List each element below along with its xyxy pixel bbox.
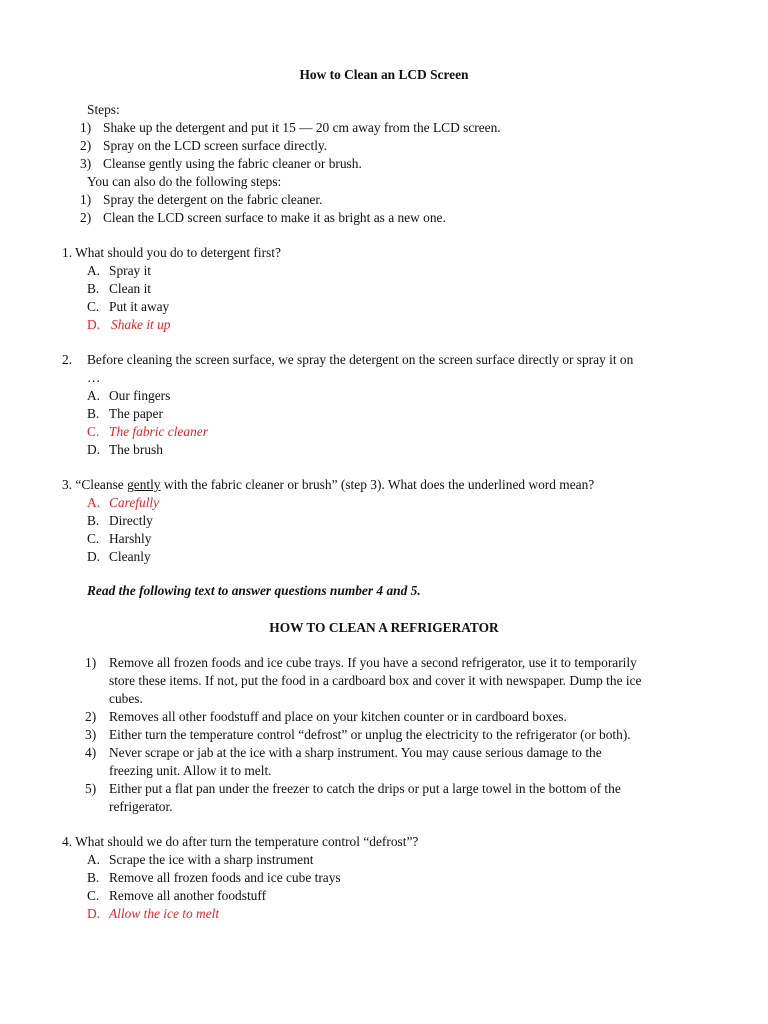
option-letter: C.	[87, 531, 100, 546]
option-text: The brush	[109, 442, 163, 457]
option-text-answer: Carefully	[109, 495, 160, 510]
step-number: 2)	[80, 210, 92, 225]
question-4: 4. What should we do after turn the temperature control “defrost”?	[62, 834, 419, 849]
option-text: Scrape the ice with a sharp instrument	[109, 852, 314, 867]
step-text: Either turn the temperature control “defrost” or unplug the electricity to the refrigerator (or both).	[109, 727, 631, 742]
step-text: refrigerator.	[109, 799, 173, 814]
step-text: Cleanse gently using the fabric cleaner or brush.	[103, 156, 362, 171]
option-letter: B.	[87, 870, 100, 885]
step-text: Spray on the LCD screen surface directly.	[103, 138, 328, 153]
step-text: Removes all other foodstuff and place on your kitchen counter or in cardboard boxes.	[109, 709, 567, 724]
option-letter: B.	[87, 281, 100, 296]
option-text-answer: The fabric cleaner	[109, 424, 208, 439]
option-text: Cleanly	[109, 549, 151, 564]
steps-label: Steps:	[87, 102, 120, 117]
question-2-continuation: …	[87, 370, 101, 385]
step-number: 1)	[80, 120, 92, 135]
step-text: Spray the detergent on the fabric cleaner.	[103, 192, 323, 207]
step-text: cubes.	[109, 691, 143, 706]
step-number: 2)	[85, 709, 97, 724]
option-text-answer: Allow the ice to melt	[109, 906, 220, 921]
option-text: The paper	[109, 406, 163, 421]
underlined-word: gently	[127, 477, 161, 492]
section-title: HOW TO CLEAN A REFRIGERATOR	[269, 620, 499, 635]
option-letter-answer: C.	[87, 424, 100, 439]
step-number: 4)	[85, 745, 97, 760]
step-text: freezing unit. Allow it to melt.	[109, 763, 272, 778]
step-number: 1)	[80, 192, 92, 207]
option-letter: D.	[87, 549, 101, 564]
question-2: Before cleaning the screen surface, we spray the detergent on the screen surface directly or spray it on	[87, 352, 634, 367]
option-text: Remove all another foodstuff	[109, 888, 267, 903]
step-text: store these items. If not, put the food in a cardboard box and cover it with newspaper. Dump the ice	[109, 673, 642, 688]
option-text: Clean it	[109, 281, 152, 296]
option-letter: A.	[87, 263, 101, 278]
step-number: 3)	[80, 156, 92, 171]
question-1: 1. What should you do to detergent first?	[62, 245, 281, 260]
option-letter-answer: D.	[87, 317, 101, 332]
option-text: Remove all frozen foods and ice cube trays	[109, 870, 341, 885]
step-text: Shake up the detergent and put it 15 — 20 cm away from the LCD screen.	[103, 120, 501, 135]
option-letter: C.	[87, 888, 100, 903]
option-text: Put it away	[109, 299, 170, 314]
option-text: Our fingers	[109, 388, 171, 403]
option-letter-answer: A.	[87, 495, 101, 510]
question-3-pre: 3. “Cleanse	[62, 477, 128, 492]
question-3-post: with the fabric cleaner or brush” (step 3). What does the underlined word mean?	[160, 477, 595, 492]
question-3	[62, 476, 594, 494]
step-number: 5)	[85, 781, 97, 796]
option-letter: A.	[87, 388, 101, 403]
also-steps-label: You can also do the following steps:	[87, 174, 282, 189]
option-text: Spray it	[109, 263, 152, 278]
instruction: Read the following text to answer questions number 4 and 5.	[87, 583, 421, 598]
page-title: How to Clean an LCD Screen	[299, 67, 469, 82]
option-text-answer: Shake it up	[111, 317, 171, 332]
step-text: Never scrape or jab at the ice with a sharp instrument. You may cause serious damage to the	[109, 745, 602, 760]
option-text: Harshly	[109, 531, 152, 546]
option-letter: B.	[87, 406, 100, 421]
step-number: 2)	[80, 138, 92, 153]
step-text: Remove all frozen foods and ice cube trays. If you have a second refrigerator, use it to temporarily	[109, 655, 637, 670]
option-text: Directly	[109, 513, 153, 528]
option-letter: A.	[87, 852, 101, 867]
option-letter: B.	[87, 513, 100, 528]
option-letter: D.	[87, 442, 101, 457]
step-number: 3)	[85, 727, 97, 742]
step-text: Either put a flat pan under the freezer to catch the drips or put a large towel in the bottom of the	[109, 781, 621, 796]
step-number: 1)	[85, 655, 97, 670]
question-2-number: 2.	[62, 352, 73, 367]
step-text: Clean the LCD screen surface to make it as bright as a new one.	[103, 210, 446, 225]
option-letter: C.	[87, 299, 100, 314]
option-letter-answer: D.	[87, 906, 101, 921]
